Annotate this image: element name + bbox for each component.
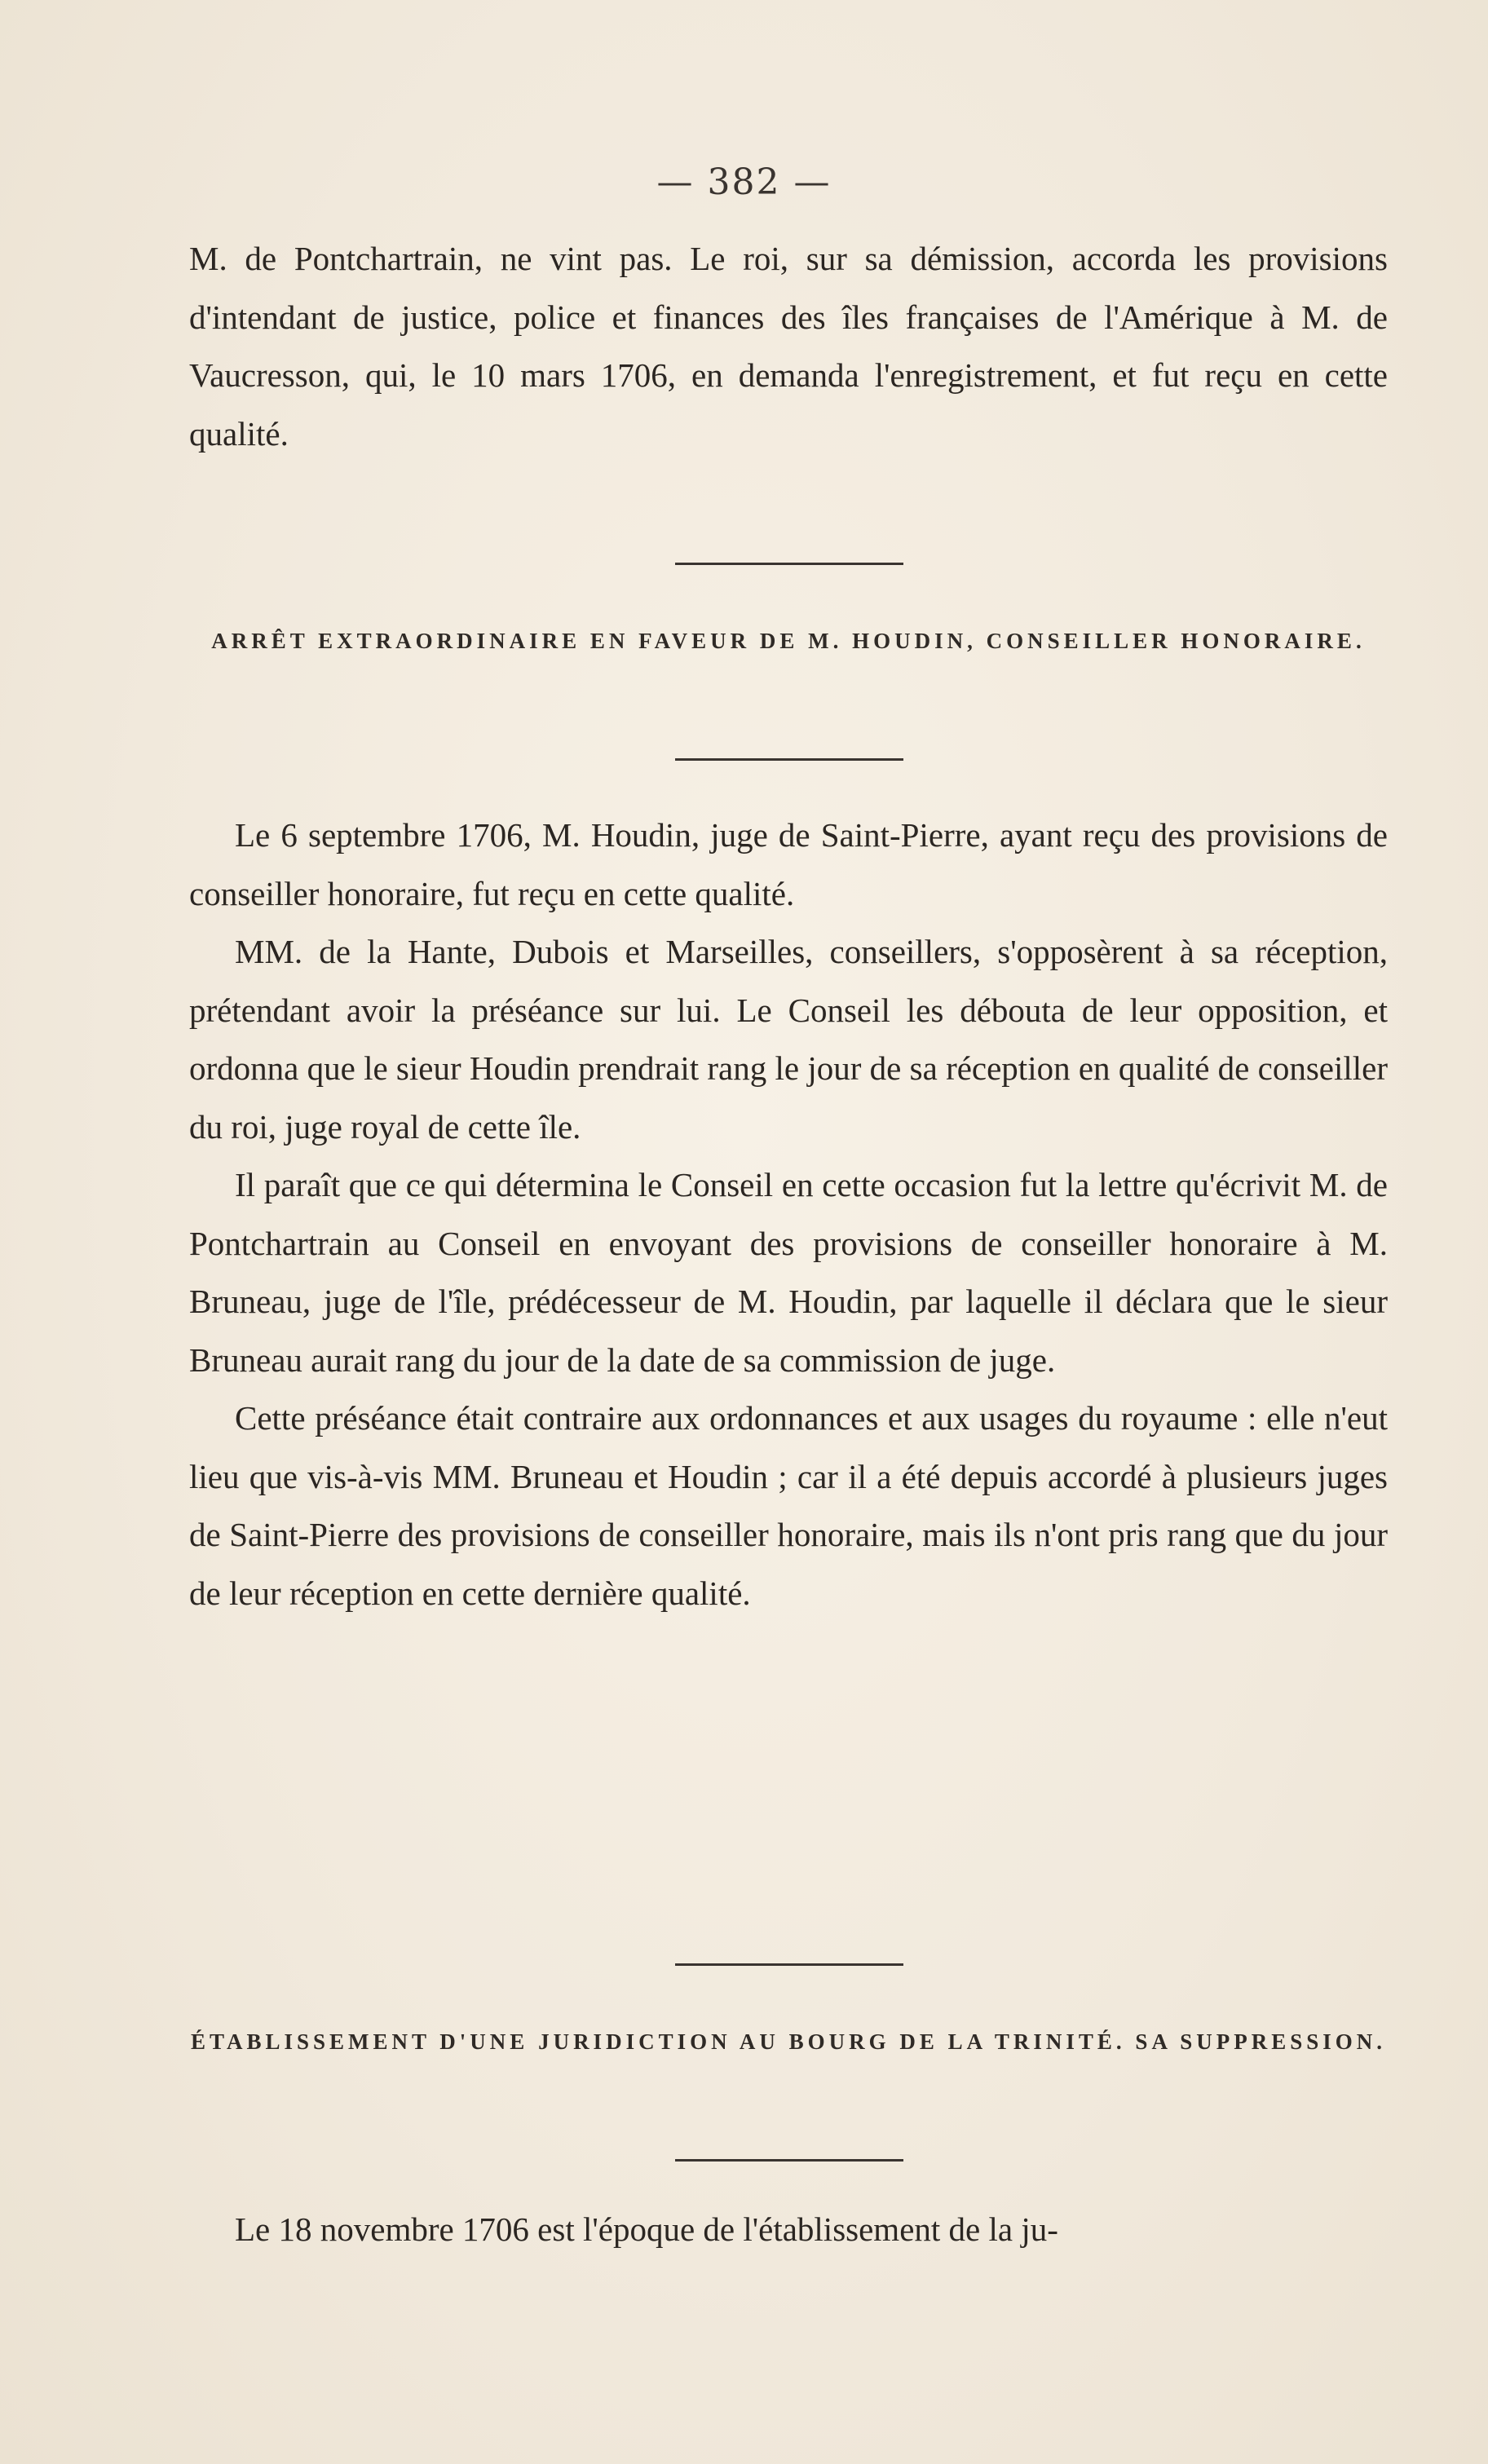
divider-rule (675, 563, 903, 565)
section-heading-houdin: ARRÊT EXTRAORDINAIRE EN FAVEUR DE M. HOUDIN, CONSEILLER HONORAIRE. (211, 629, 1366, 653)
divider-rule (675, 758, 903, 761)
paragraph-bottom (189, 2201, 1388, 2259)
divider-rule (675, 2159, 903, 2162)
section-body (189, 806, 1388, 1623)
paragraph: Le 6 septembre 1706, M. Houdin, juge de Saint-Pierre, ayant reçu des provisions de conseiller honoraire, fut reçu en cette qualité. (189, 816, 1388, 912)
paragraph: Cette préséance était contraire aux ordonnances et aux usages du royaume : elle n'eut lieu que vis-à-vis MM. Bruneau et Houdin ; car il a été depuis accordé à plusieurs juges de Saint-Pierre des provisions de conseiller honoraire, mais ils n'ont pris rang que du jour de leur réception en cette dernière qualité. (189, 1399, 1388, 1612)
page-number: — 382 — (656, 161, 832, 203)
paragraph: MM. de la Hante, Dubois et Marseilles, conseillers, s'opposèrent à sa réception, prétendant avoir la préséance sur lui. Le Conseil les débouta de leur opposition, et ordonna que le sieur Houdin prendrait rang le jour de sa réception en qualité de conseiller du roi, juge royal de cette île. (189, 933, 1388, 1146)
section-heading-trinite: ÉTABLISSEMENT D'UNE JURIDICTION AU BOURG DE LA TRINITÉ. SA SUPPRESSION. (190, 2029, 1387, 2054)
paragraph: Il paraît que ce qui détermina le Conseil en cette occasion fut la lettre qu'écrivit M. de Pontchartrain au Conseil en envoyant des provisions de conseiller honoraire à M. Bruneau, juge de l'île, prédécesseur de M. Houdin, par laquelle il déclara que le sieur Bruneau aurait rang du jour de la date de sa commission de juge. (189, 1166, 1388, 1379)
divider-rule (675, 1963, 903, 1966)
paragraph: Le 18 novembre 1706 est l'époque de l'établissement de la ju- (235, 2210, 1058, 2248)
paragraph: M. de Pontchartrain, ne vint pas. Le roi, sur sa démission, accorda les provisions d'intendant de justice, police et finances des îles françaises de l'Amérique à M. de Vaucresson, qui, le 10 mars 1706, en demanda l'enregistrement, et fut reçu en cette qualité. (189, 240, 1388, 453)
paragraph-top (189, 230, 1388, 463)
